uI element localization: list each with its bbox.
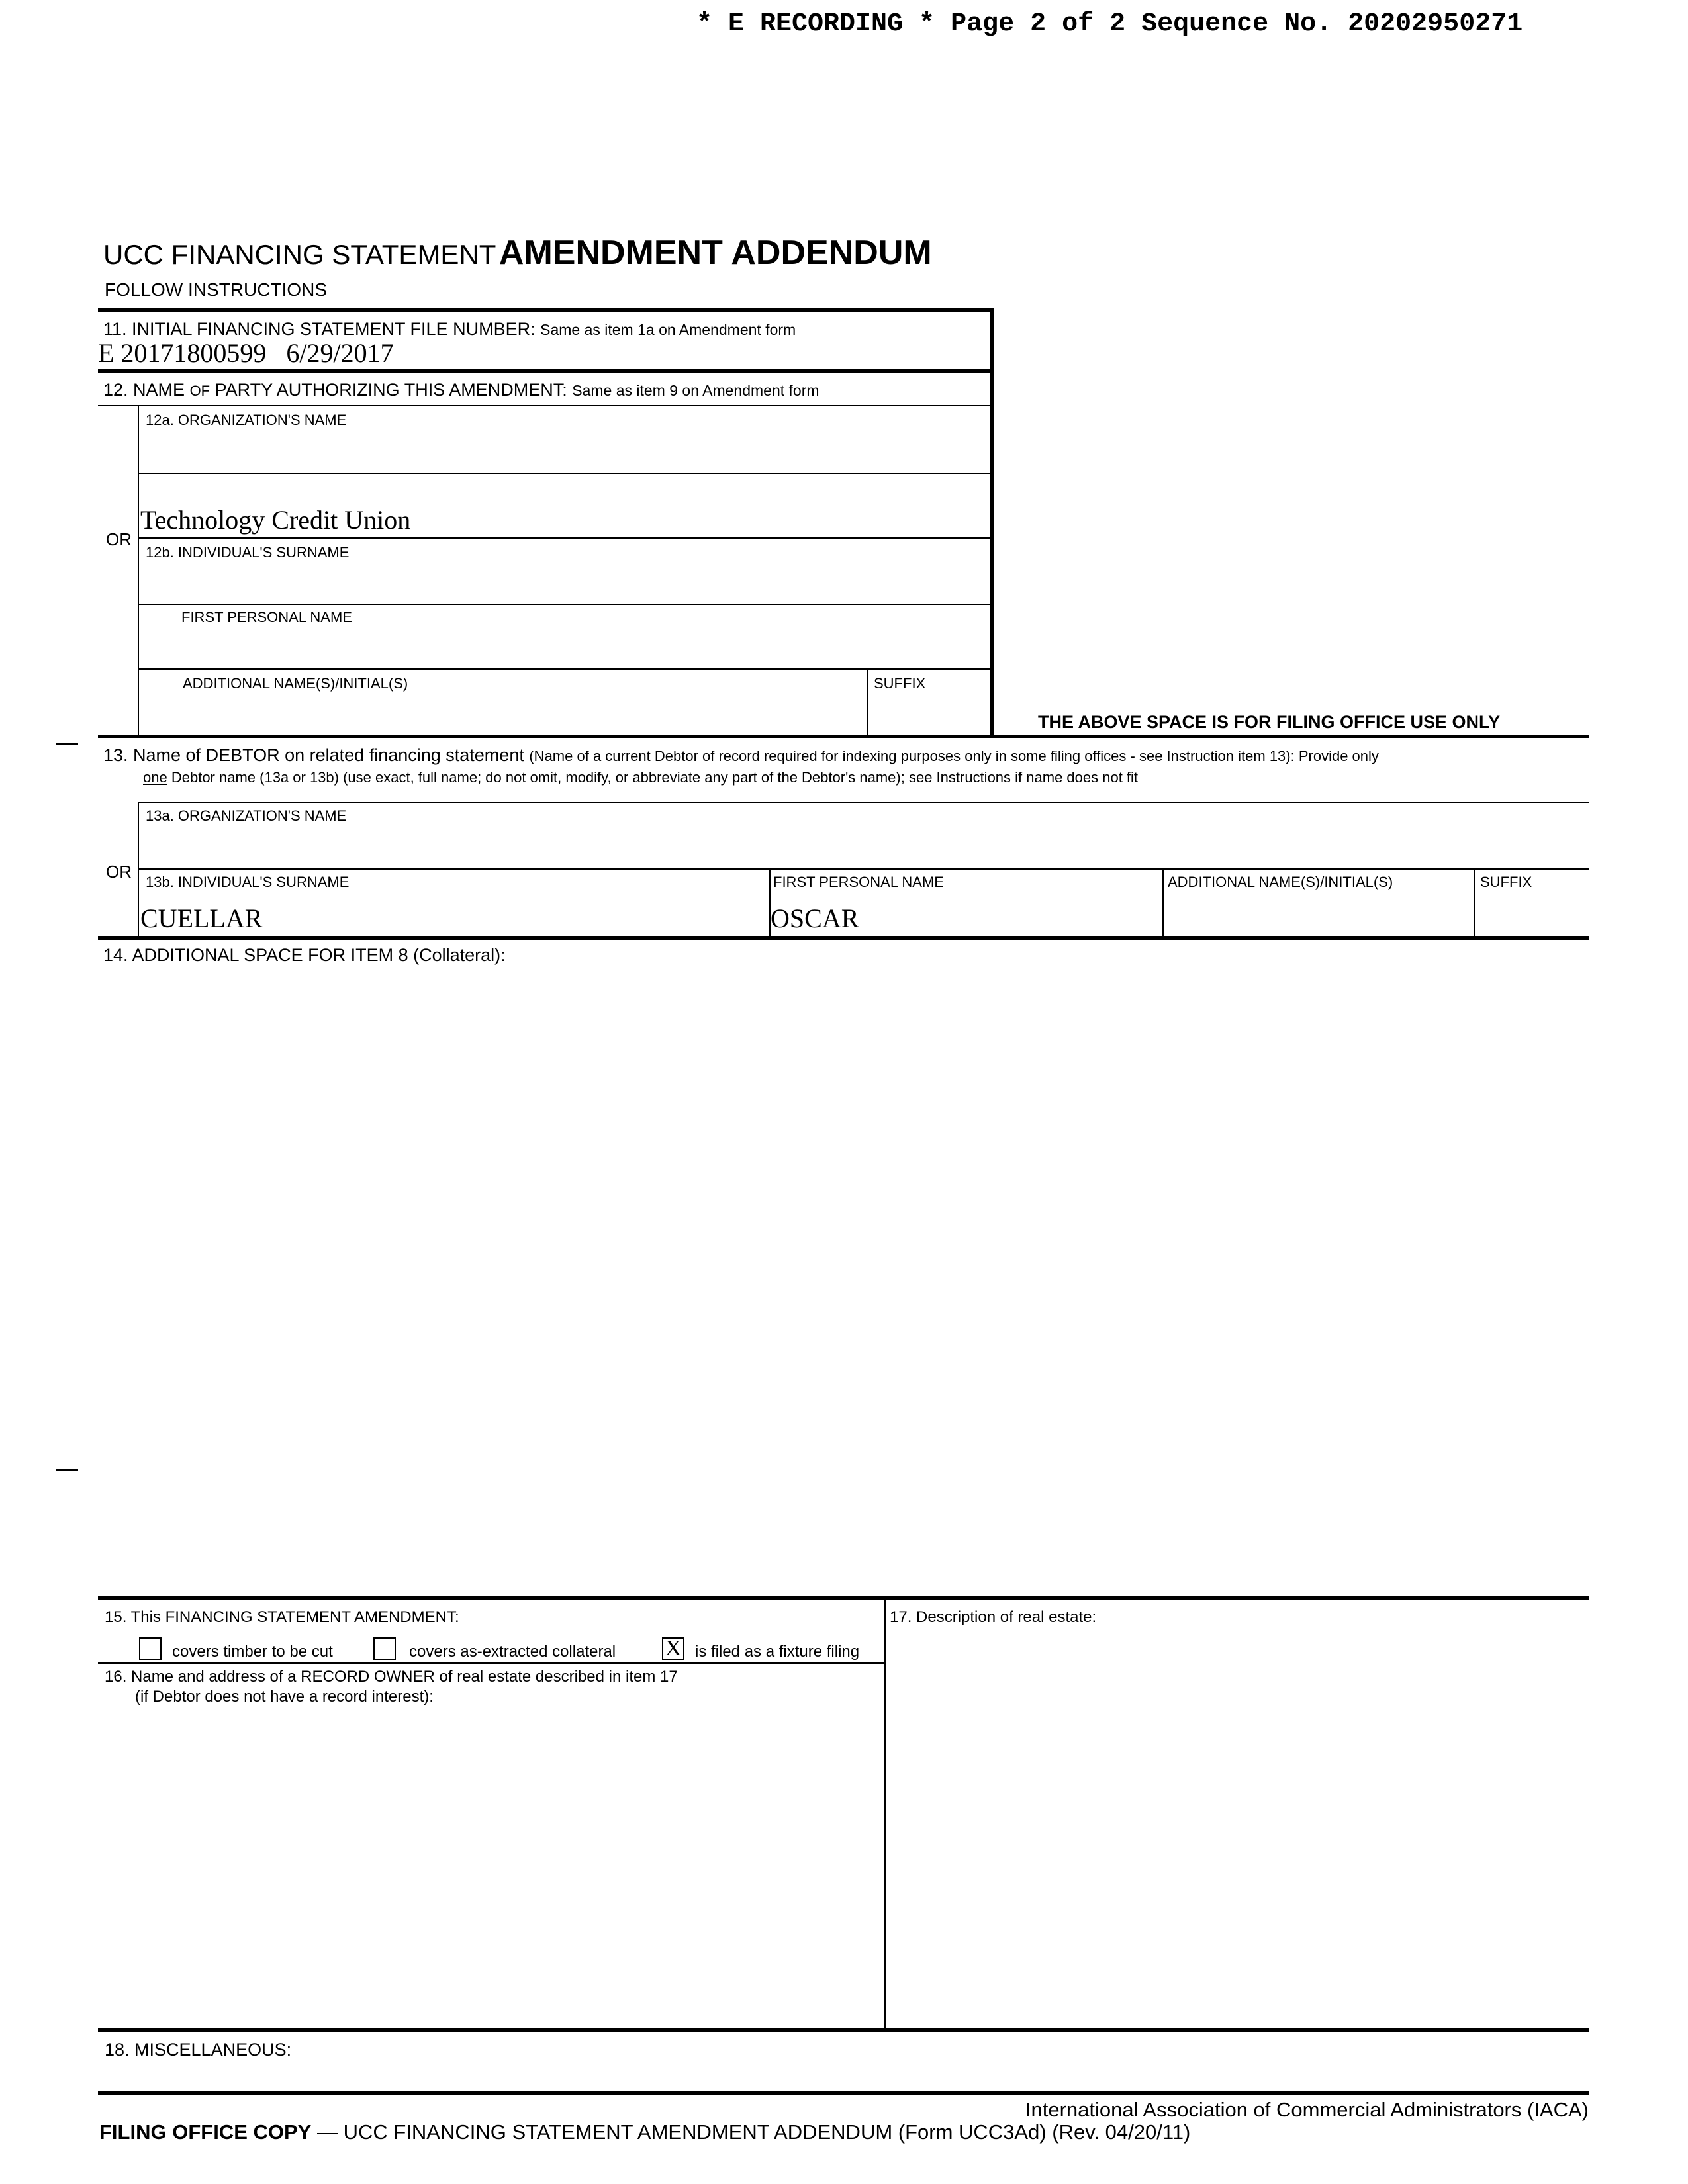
item17-divider [884, 1596, 886, 2030]
checkbox-as-extracted[interactable] [373, 1637, 396, 1660]
item12-suffix-divider [867, 668, 868, 736]
footer-line [98, 2091, 1589, 2095]
follow-instructions: FOLLOW INSTRUCTIONS [105, 279, 328, 300]
item13-suffix-label: SUFFIX [1480, 874, 1532, 890]
item13-label: 13. Name of DEBTOR on related financing statement (Name of a current Debtor of record required for indexing purposes only in some filing offices - see Instruction item 13): Provide only [103, 745, 1379, 765]
checkbox-fixture-filing[interactable]: X [662, 1637, 684, 1660]
checkbox-timber[interactable] [139, 1637, 162, 1660]
form-title-main: AMENDMENT ADDENDUM [498, 234, 932, 272]
item12a-org-name: Technology Credit Union [140, 505, 411, 535]
item13b-surname: CUELLAR [140, 903, 263, 933]
item17-label: 17. Description of real estate: [890, 1608, 1097, 1626]
frame-top-line [98, 308, 994, 312]
item13-suffix-divider [1474, 868, 1475, 937]
item13b-top-line [138, 868, 1589, 870]
option-fixture-filing-label: is filed as a fixture filing [695, 1643, 860, 1661]
filing-office-note: THE ABOVE SPACE IS FOR FILING OFFICE USE ONLY [1038, 712, 1501, 732]
item15-top-line [98, 1596, 1589, 1600]
item12b-top-line [138, 537, 994, 539]
recording-stamp: * E RECORDING * Page 2 of 2 Sequence No. 20202950271 [696, 9, 1523, 39]
item13-header-line [138, 802, 1589, 803]
footer-iaca: International Association of Commercial Administrators (IACA) [1025, 2098, 1589, 2121]
item12-first-name-label: FIRST PERSONAL NAME [181, 609, 352, 625]
item13-first-name: OSCAR [771, 903, 859, 933]
item12-header-line [98, 405, 994, 406]
form-title [103, 233, 932, 273]
item13-or-label: OR [106, 862, 132, 882]
option-as-extracted-label: covers as-extracted collateral [409, 1643, 616, 1661]
item12-suffix-label: SUFFIX [874, 675, 926, 692]
item15-label: 15. This FINANCING STATEMENT AMENDMENT: [105, 1608, 459, 1626]
item16-top-line [98, 1662, 886, 1664]
item12-or-label: OR [106, 529, 132, 549]
footer-copy: FILING OFFICE COPY — UCC FINANCING STATEMENT AMENDMENT ADDENDUM (Form UCC3Ad) (Rev. 04/20/11) [99, 2120, 1191, 2144]
item14-label: 14. ADDITIONAL SPACE FOR ITEM 8 (Collateral): [103, 945, 506, 965]
item12b-label: 12b. INDIVIDUAL'S SURNAME [146, 544, 350, 561]
item18-label: 18. MISCELLANEOUS: [105, 2040, 292, 2060]
item11-label: 11. INITIAL FINANCING STATEMENT FILE NUMBER: Same as item 1a on Amendment form [103, 319, 796, 339]
item12-left-line [138, 405, 139, 736]
item12-additional-label: ADDITIONAL NAME(S)/INITIAL(S) [183, 675, 408, 692]
item16-sub-label: (if Debtor does not have a record interest): [135, 1688, 434, 1706]
frame-right-line [990, 308, 994, 737]
item13-first-name-label: FIRST PERSONAL NAME [773, 874, 944, 890]
item12-label: 12. NAME OF PARTY AUTHORIZING THIS AMENDMENT: Same as item 9 on Amendment form [103, 380, 820, 400]
item16-label: 16. Name and address of a RECORD OWNER of real estate described in item 17 [105, 1668, 678, 1686]
margin-mark-bottom [56, 1469, 78, 1471]
item13-left-line [138, 802, 139, 938]
item18-top-line [98, 2028, 1589, 2032]
item11-file-number: E 20171800599 6/29/2017 [98, 338, 394, 368]
option-timber-label: covers timber to be cut [172, 1643, 333, 1661]
item13b-label: 13b. INDIVIDUAL'S SURNAME [146, 874, 350, 890]
item12a-label: 12a. ORGANIZATION'S NAME [146, 412, 347, 428]
item13-additional-label: ADDITIONAL NAME(S)/INITIAL(S) [1168, 874, 1393, 890]
item13a-label: 13a. ORGANIZATION'S NAME [146, 807, 347, 824]
item13-top-line [98, 735, 1589, 738]
item13-description: one Debtor name (13a or 13b) (use exact, full name; do not omit, modify, or abbreviate any part of the Debtor's name); see Instructions if name does not fit [143, 769, 1139, 786]
margin-mark-top [56, 743, 78, 745]
item13-bottom-line [98, 936, 1589, 940]
item12a-line [138, 473, 994, 474]
item12-first-line [138, 668, 994, 670]
form-title-prefix: UCC FINANCING STATEMENT [103, 239, 496, 270]
item12b-line [138, 604, 994, 605]
item13-additional-divider [1162, 868, 1164, 937]
item11-bottom-line [98, 369, 994, 373]
